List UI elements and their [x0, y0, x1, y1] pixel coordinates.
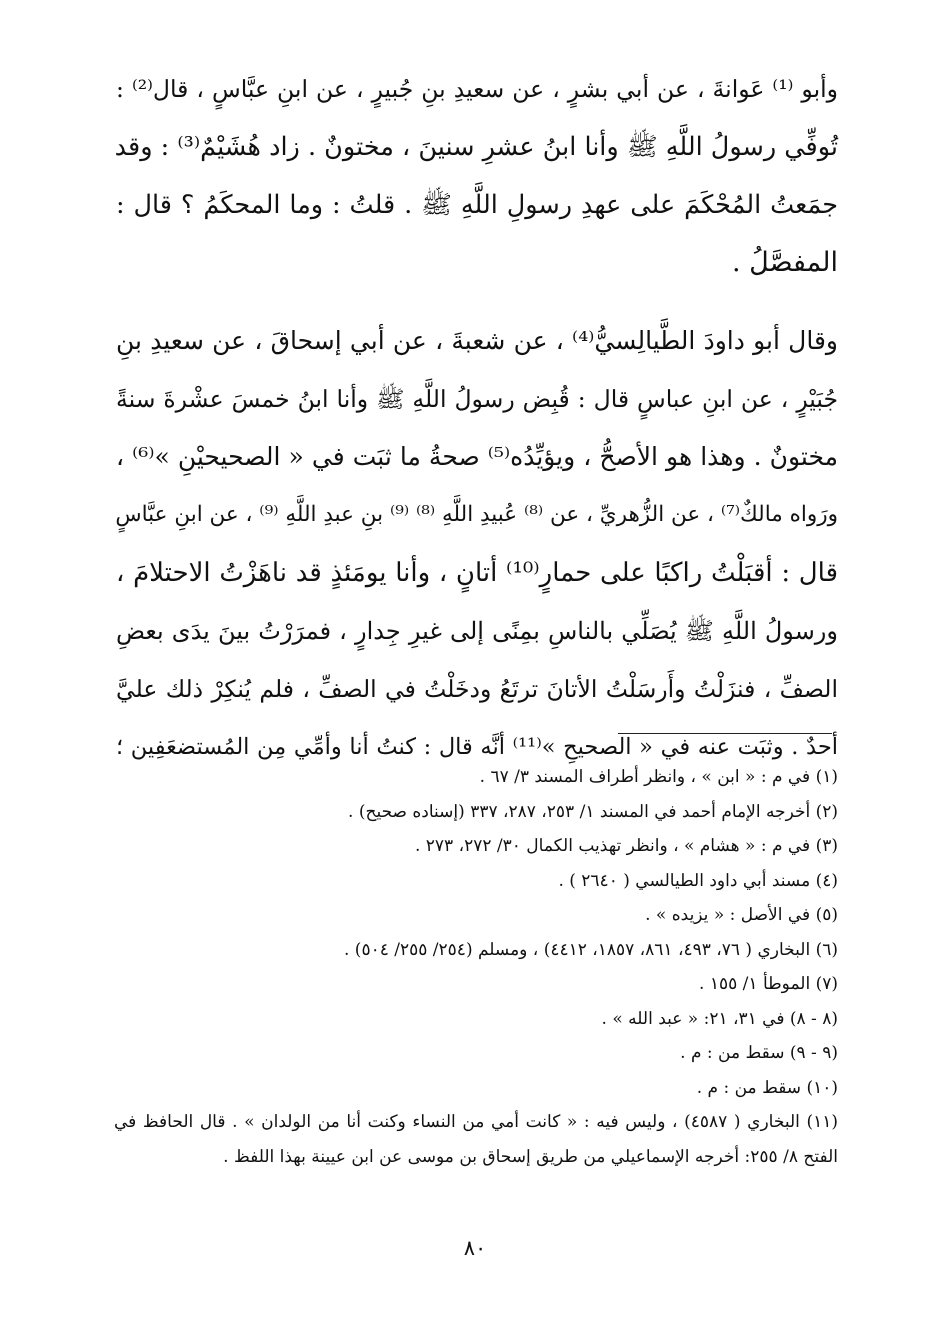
footnote: (٥) في الأصل : « يزيده » . — [645, 905, 838, 925]
paragraph — [116, 312, 838, 776]
footnote-separator — [618, 733, 832, 734]
text-line: قال : أقبَلْتُ راكبًا على حمارٍ⁽¹⁰⁾ أتانٍ ، وأنا يومَئذٍ قد ناهَزْتُ الاحتلامَ ، — [116, 558, 838, 588]
paragraph-gap — [116, 292, 838, 312]
text-line: الصفِّ ، فنزَلْتُ وأَرسَلْتُ الأتانَ ترتَعُ ودخَلْتُ في الصفِّ ، فلم يُنكِرْ ذلك عليَّ — [116, 675, 839, 703]
footnote: (١١) البخاري ( ٤٥٨٧) ، وليس فيه : « كانت أمي من النساء وكنت أنا من الولدان » . قال الحافظ في — [114, 1112, 838, 1132]
footnote: (١٠) سقط من : م . — [696, 1077, 838, 1098]
text-line: جُبَيْرٍ ، عن ابنِ عباسٍ قال : قُبِض رسولُ اللَّهِ ﷺ وأنا ابنُ خمسَ عشْرةَ سنةً — [116, 385, 838, 413]
footnote: (٨ - ٨) في ٣١، ٢١: « عبد الله » . — [601, 1008, 838, 1029]
footnote: (٤) مسند أبي داود الطيالسي ( ٢٦٤٠ ) . — [558, 870, 838, 891]
footnote: (٦) البخاري ( ٧٦، ٤٩٣، ٨٦١، ١٨٥٧، ٤٤١٢) ، ومسلم (٢٥٤/ ٢٥٥/ ٥٠٤) . — [343, 939, 838, 960]
text-line: المفصَّلُ . — [731, 247, 838, 278]
text-line: وأبو ⁽¹⁾ عَوانةَ ، عن أبي بشرٍ ، عن سعيدِ بنِ جُبيرٍ ، عن ابنِ عبَّاسٍ ، قال⁽²⁾ : — [116, 75, 838, 103]
text-line: ورسولُ اللَّهِ ﷺ يُصَلِّي بالناسِ بمِنًى إلى غيرِ جِدارٍ ، فمرَرْتُ بينَ يدَى بعضِ — [116, 617, 838, 645]
text-line: وقال أبو داودَ الطَّيالِسيُّ⁽⁴⁾ ، عن شعبةَ ، عن أبي إسحاقَ ، عن سعيدِ بنِ — [116, 326, 838, 355]
footnote: (٢) أخرجه الإمام أحمد في المسند ١/ ٢٥٣، ٢٨٧، ٣٣٧ (إسناده صحيح) . — [348, 801, 838, 822]
text-line: تُوفِّي رسولُ اللَّهِ ﷺ وأنا ابنُ عشرِ سنينَ ، مختونٌ . زاد هُشَيْمٌ⁽³⁾ : وقد — [114, 132, 838, 162]
footnote: (٣) في م : « هشام » ، وانظر تهذيب الكمال ٣٠/ ٢٧٢، ٢٧٣ . — [414, 836, 838, 856]
footnote: (٩ - ٩) سقط من : م . — [680, 1043, 838, 1063]
footnote-continuation: الفتح ٨/ ٢٥٥: أخرجه الإسماعيلي من طريق إسحاق بن موسى عن ابن عيينة بهذا اللفظ . — [223, 1146, 838, 1167]
text-line: ورَواه مالكٌ⁽⁷⁾ ، عن الزُّهريِّ ، عن ⁽⁸⁾ عُبيدِ اللَّهِ ⁽⁸⁾ ⁽⁹⁾ بنِ عبدِ اللَّهِ ⁽⁹⁾ ، عن ابنِ عبَّاسٍ — [115, 502, 838, 527]
page-number: ٨٠ — [463, 1236, 487, 1260]
text-line: مختونٌ . وهذا هو الأصحُّ ، ويؤيِّدُه⁽⁵⁾ صحةُ ما ثبَت في « الصحيحيْنِ »⁽⁶⁾ ، — [116, 442, 838, 471]
main-text — [116, 60, 838, 776]
text-line: جمَعتُ المُحْكَمَ على عهدِ رسولِ اللَّهِ ﷺ . قلتُ : وما المحكَمُ ؟ قال : — [116, 190, 838, 220]
paragraph — [116, 60, 838, 292]
footnote: (٧) الموطأ ١/ ١٥٥ . — [699, 974, 838, 994]
footnotes — [114, 760, 838, 1174]
text-line: أحدٌ . وثبَت عنه في « الصحيحِ »⁽¹¹⁾ أنَّه قال : كنتُ أنا وأمِّي مِن المُستضعَفِين ؛ — [116, 734, 839, 760]
footnote: (١) في م : « ابن » ، وانظر أطراف المسند ٣/ ٦٧ . — [479, 767, 838, 787]
